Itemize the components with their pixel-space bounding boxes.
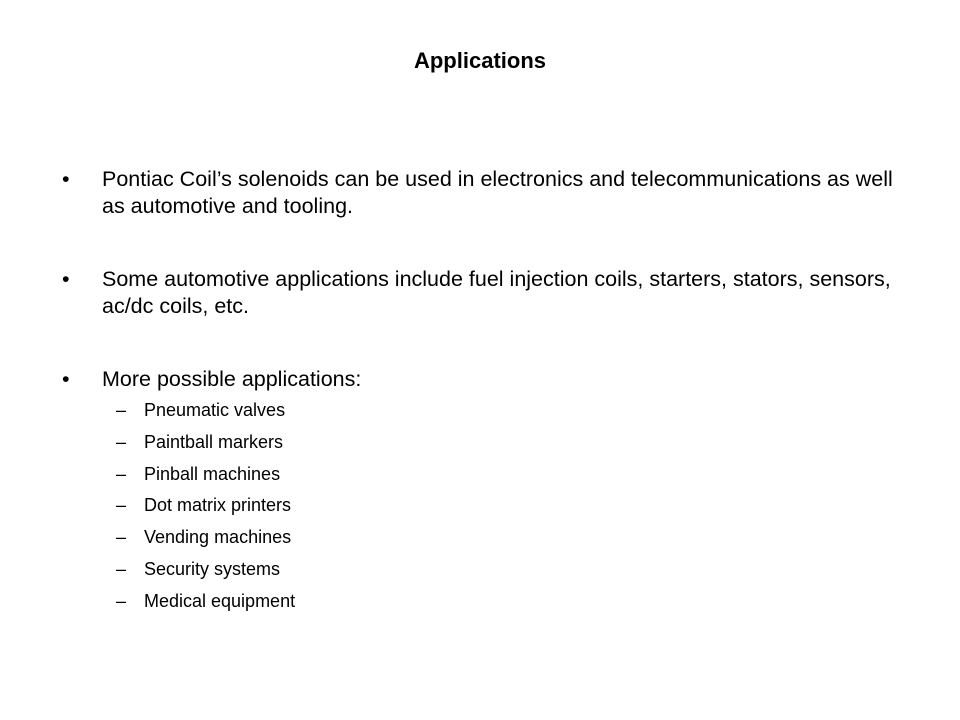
sub-list-marker: – [116,558,127,579]
sub-list-marker: – [116,431,127,452]
sub-list [116,397,616,620]
bullet-item [62,366,902,393]
sub-list-marker: – [116,463,127,484]
bullet-marker: • [62,267,70,291]
bullet-text: More possible applications: [102,367,362,391]
sub-list-marker: – [116,400,127,420]
bullet-marker: • [62,367,70,391]
sub-list-text: Dot matrix printers [144,495,292,516]
bullet-text: Pontiac Coil’s solenoids can be used in electronics and telecommunications as well as automotive and tooling. [102,167,893,218]
bullet-item [62,266,902,320]
sub-list-item [116,556,616,588]
sub-list-item [116,397,616,429]
sub-list-text: Paintball markers [144,431,284,452]
sub-list-marker: – [116,495,127,516]
sub-list-item [116,588,616,620]
sub-list-text: Pinball machines [144,463,281,484]
sub-list-text: Pneumatic valves [144,400,286,420]
slide-title: Applications [413,48,546,73]
sub-list-marker: – [116,527,127,548]
sub-list-marker: – [116,590,127,611]
bullet-item [62,166,902,220]
sub-list-item [116,461,616,493]
bullet-text: Some automotive applications include fuel injection coils, starters, stators, sensors, ac/dc coils, etc. [102,267,891,318]
sub-list-text: Medical equipment [144,590,296,611]
sub-list-text: Security systems [144,558,281,579]
sub-list-item [116,524,616,556]
sub-list-item [116,492,616,524]
sub-list-item [116,429,616,461]
bullet-marker: • [62,167,70,191]
sub-list-text: Vending machines [144,527,292,548]
